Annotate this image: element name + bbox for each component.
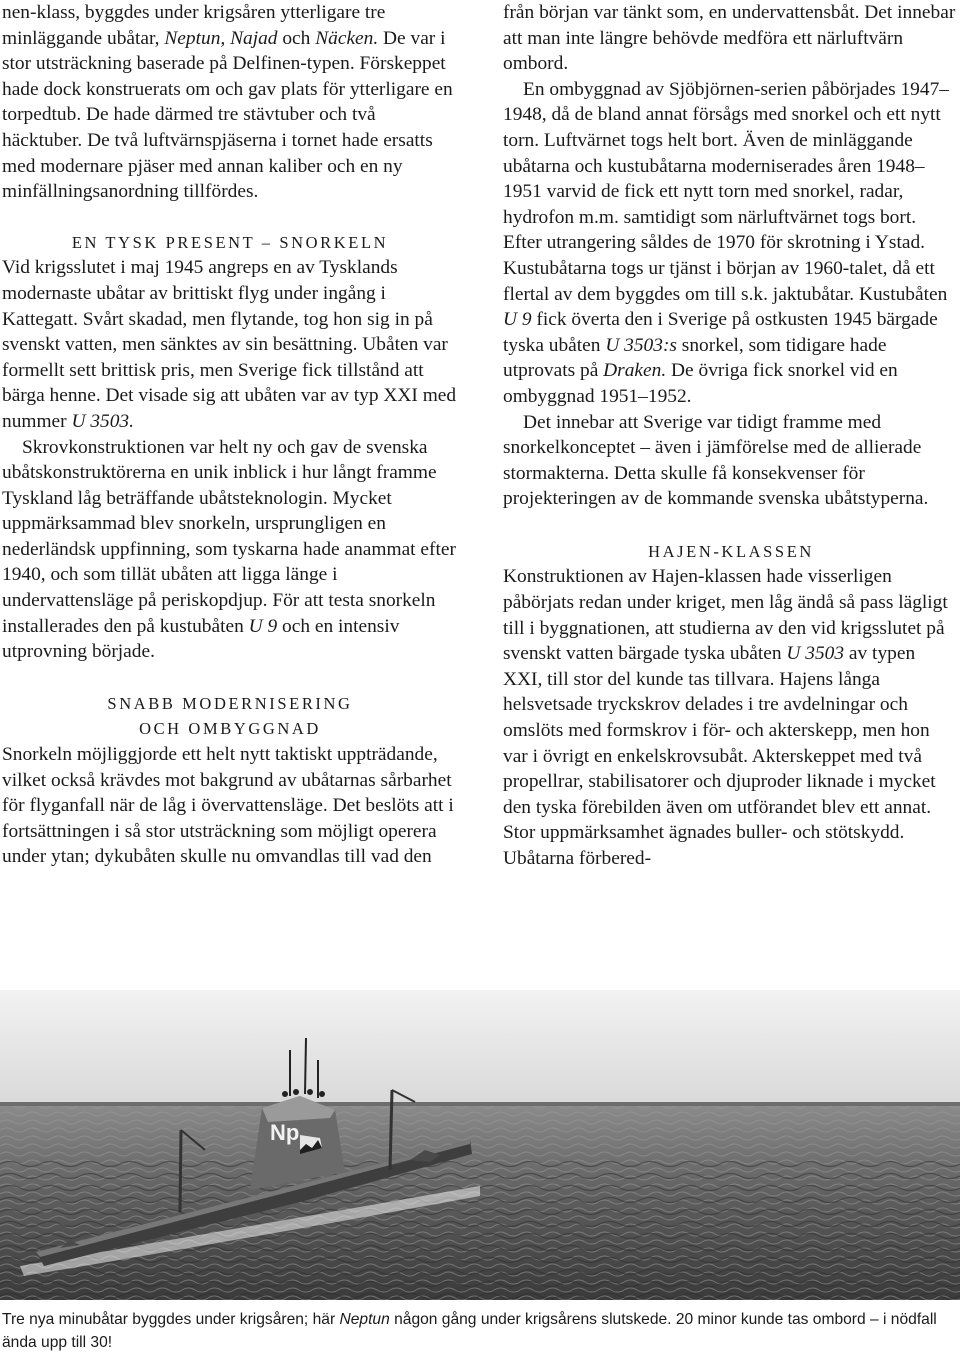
- section-heading: SNABB MODERNISERING: [107, 693, 353, 713]
- italic-run: U 3503: [786, 643, 845, 665]
- italic-run: U 9: [248, 615, 278, 637]
- paragraph: Skrovkonstruktionen var helt ny och gav de svenska ubåtskonstruktörerna en unik inblick i hur långt framme Tyskland låg beträffande ubåtsteknologin. Mycket uppmärksammad blev snorkeln, ursprungligen en nederländsk uppfinning, som tyskarna hade anammat efter 1940, och som tillät ubåten att ligga länge i undervattensläge på periskopdjup. För att testa snorkeln installerades den på kustubåten U 9 och en intensiv utprovning började.: [2, 436, 456, 663]
- section-heading: OCH OMBYGGNAD: [139, 719, 321, 739]
- italic-run: Neptun, Najad: [164, 27, 278, 49]
- hull-mark: Np: [270, 1120, 300, 1145]
- paragraph: från början var tänkt som, en undervattensbåt. Det innebar att man inte längre behövde medföra ett närluftvärn ombord.: [503, 2, 956, 75]
- italic-run: U 9: [503, 309, 532, 331]
- paragraph: nen-klass, byggdes under krigsåren ytterligare tre minläggande ubåtar, Neptun, Najad och Näcken. De var i stor utsträckning baserade på Delfinen-typen. Förskeppet hade dock konstruerats om och gav plats för ytterligare en torpedtub. De hade därmed tre stävtuber och två häcktuber. De två luftvärnspjäserna i tornet hade ersatts med modernare pjäser med annan kaliber och en ny minfällningsanordning tillfördes.: [2, 2, 453, 203]
- italic-run: Neptun: [339, 1311, 390, 1328]
- italic-run: Draken.: [603, 360, 667, 382]
- paragraph: Vid krigsslutet i maj 1945 angreps en av Tysklands modernaste ubåtar av brittiskt flyg under ingång i Kattegatt. Svårt skadad, men flytande, tog hon sig in på svenskt vatten, men sänktes av sin besättning. Ubåten var formellt sett brittisk pris, men Sverige fick tillstånd att bärga henne. Det visade sig att ubåten var av typ XXI med nummer U 3503.: [2, 257, 457, 432]
- italic-run: U 3503:s: [605, 334, 677, 356]
- italic-run: Näcken.: [315, 27, 379, 49]
- right-column: [503, 0, 959, 872]
- submarine-photo: [0, 990, 960, 1300]
- section-heading: EN TYSK PRESENT – SNORKELN: [71, 232, 389, 252]
- italic-run: U 3503.: [71, 410, 134, 432]
- photo-caption: Tre nya minubåtar byggdes under krigsåren; här Neptun någon gång under krigsårens slutskede. 20 minor kunde tas ombord – i nödfall ända upp till 30!: [2, 1311, 937, 1351]
- paragraph: Snorkeln möjliggjorde ett helt nytt taktiskt uppträdande, vilket också krävdes mot bakgrund av ubåtarnas sårbarhet för flyganfall när de låg i övervattensläge. Det beslöts att i fortsättningen i så stor utsträckning som möjligt operera under ytan; dykubåten skulle nu omvandlas till vad den: [2, 744, 454, 868]
- paragraph: Det innebar att Sverige var tidigt framme med snorkelkonceptet – även i jämförelse med de allierade stormakterna. Detta skulle få konsekvenser för projekteringen av de kommande svenska ubåtstyperna.: [503, 411, 929, 510]
- paragraph: Konstruktionen av Hajen-klassen hade visserligen påbörjats redan under kriget, men låg ändå så pass lägligt till i byggnationen, att studierna av den vid krigsslutet på svenskt vatten bärgade tyska ubåten U 3503 av typen XXI, till stor del kunde tas tillvara. Hajens långa helsvetsade tryckskrov delades i tre avdelningar och omslöts med formskrov i för- och akterskepp, men hon var i övrigt en enkelskrovsubåt. Akterskeppet med två propellrar, stabilisatorer och djuproder liknade i mycket den tyska förebilden även om utförandet blev ett annat. Stor uppmärksamhet ägnades buller- och stötskydd. Ubåtarna förbered-: [503, 566, 948, 869]
- paragraph: En ombyggnad av Sjöbjörnen-serien påbörjades 1947–1948, då de bland annat försågs med snorkel och ett nytt torn. Luftvärnet togs helt bort. Även de minläggande ubåtarna och kustubåtarna moderniserades åren 1948–1951 varvid de fick ett nytt torn med snorkel, radar, hydrofon m.m. samtidigt som närluftvärnet togs bort. Efter utrangering såldes de 1970 för skrotning i Ystad. Kustubåtarna togs ur tjänst i början av 1960-talet, då ett flertal av dem byggdes om till s.k. jaktubåtar. Kustubåten U 9 fick överta den i Sverige på ostkusten 1945 bärgade tyska ubåten U 3503:s snorkel, som tidigare hade utprovats på Draken. De övriga fick snorkel vid en ombyggnad 1951–1952.: [503, 78, 949, 407]
- submarine-photo-graphic: [0, 990, 960, 1300]
- section-heading: HAJEN-KLASSEN: [648, 541, 814, 561]
- left-column: [2, 0, 458, 870]
